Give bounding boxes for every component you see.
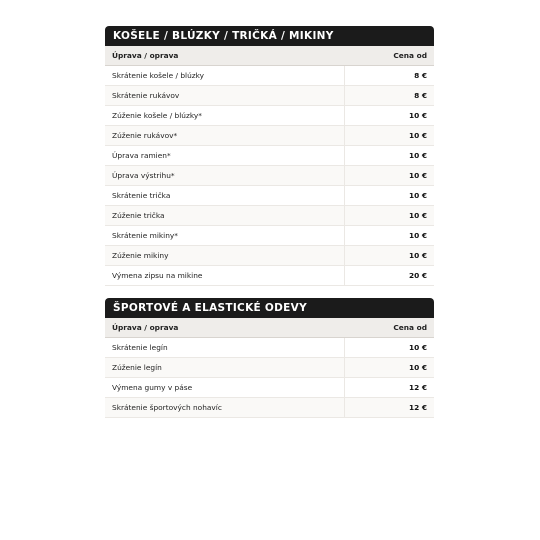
table-row xyxy=(105,246,434,266)
column-header-repair: Úprava / oprava xyxy=(112,323,179,332)
repair-name: Skrátenie športových nohavíc xyxy=(105,398,345,417)
column-header-repair: Úprava / oprava xyxy=(112,51,179,60)
repair-price: 10 € xyxy=(408,131,427,140)
repair-price: 12 € xyxy=(408,403,427,412)
repair-price: 10 € xyxy=(408,171,427,180)
section-shirts xyxy=(105,26,434,286)
repair-price: 8 € xyxy=(414,71,427,80)
column-header-price: Cena od xyxy=(393,51,427,60)
table-row xyxy=(105,338,434,358)
column-header-price: Cena od xyxy=(393,323,427,332)
repair-name: Zúženie rukávov* xyxy=(105,126,345,145)
repair-price: 10 € xyxy=(408,211,427,220)
table-row xyxy=(105,126,434,146)
repair-price: 10 € xyxy=(408,151,427,160)
repair-name: Výmena zipsu na mikine xyxy=(105,266,345,285)
repair-name: Zúženie trička xyxy=(105,206,345,225)
repair-name: Skrátenie mikiny* xyxy=(105,226,345,245)
repair-name: Skrátenie rukávov xyxy=(105,86,345,105)
repair-price: 20 € xyxy=(408,271,427,280)
repair-name: Skrátenie trička xyxy=(105,186,345,205)
repair-name: Zúženie legín xyxy=(105,358,345,377)
repair-name: Zúženie košele / blúzky* xyxy=(105,106,345,125)
table-row xyxy=(105,206,434,226)
repair-name: Výmena gumy v páse xyxy=(105,378,345,397)
repair-price: 8 € xyxy=(414,91,427,100)
table-row xyxy=(105,378,434,398)
repair-price: 10 € xyxy=(408,231,427,240)
section-title: KOŠELE / BLÚZKY / TRIČKÁ / MIKINY xyxy=(105,26,434,46)
repair-price: 12 € xyxy=(408,383,427,392)
table-row xyxy=(105,86,434,106)
repair-price: 10 € xyxy=(408,111,427,120)
table-header xyxy=(105,318,434,338)
repair-name: Skrátenie legín xyxy=(105,338,345,357)
table-row xyxy=(105,66,434,86)
table-row xyxy=(105,358,434,378)
repair-price: 10 € xyxy=(408,191,427,200)
table-body xyxy=(105,338,434,418)
table-header xyxy=(105,46,434,66)
repair-price: 10 € xyxy=(408,343,427,352)
table-row xyxy=(105,146,434,166)
repair-price: 10 € xyxy=(408,251,427,260)
table-body xyxy=(105,66,434,286)
section-title: ŠPORTOVÉ A ELASTICKÉ ODEVY xyxy=(105,298,434,318)
table-row xyxy=(105,166,434,186)
table-row xyxy=(105,266,434,286)
repair-name: Úprava ramien* xyxy=(105,146,345,165)
repair-name: Úprava výstrihu* xyxy=(105,166,345,185)
table-row xyxy=(105,106,434,126)
repair-name: Zúženie mikiny xyxy=(105,246,345,265)
section-sportswear xyxy=(105,298,434,418)
price-list xyxy=(105,26,434,430)
repair-name: Skrátenie košele / blúzky xyxy=(105,66,345,85)
repair-price: 10 € xyxy=(408,363,427,372)
table-row xyxy=(105,398,434,418)
table-row xyxy=(105,226,434,246)
table-row xyxy=(105,186,434,206)
